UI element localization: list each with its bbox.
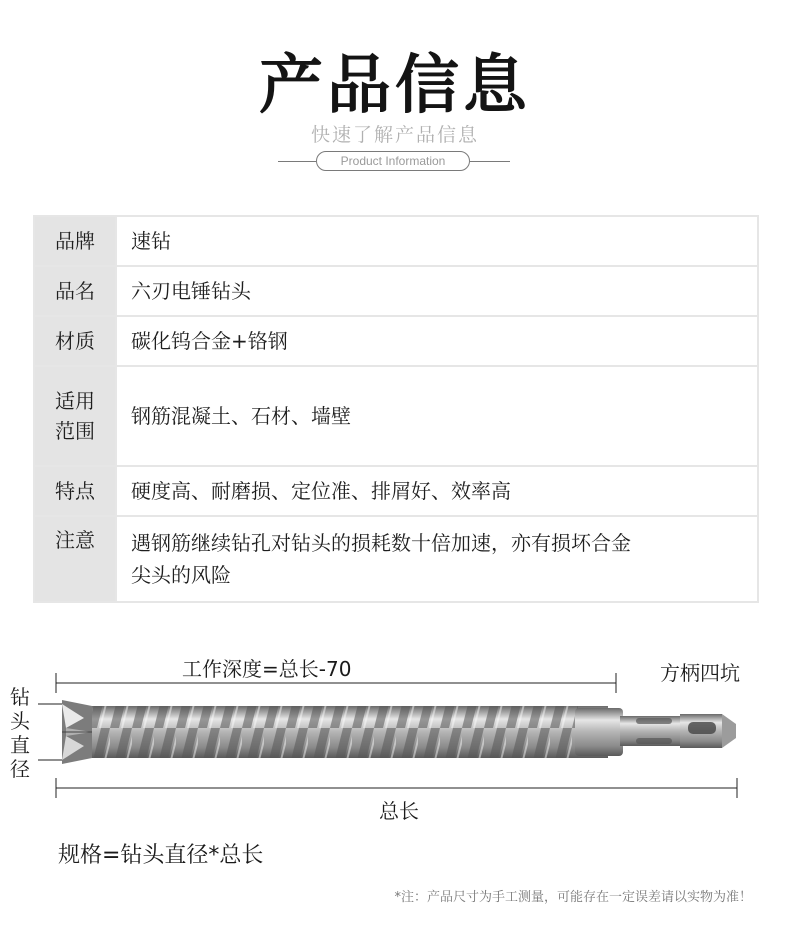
section-pill: Product Information: [316, 151, 470, 171]
row-value: 速钻: [116, 216, 758, 266]
row-key: 特点: [34, 466, 116, 516]
page-subtitle: 快速了解产品信息: [310, 124, 479, 146]
spec-formula: 规格=钻头直径*总长: [58, 843, 264, 868]
row-value-line: 尖头的风险: [131, 563, 231, 587]
row-key-line: 范围: [55, 419, 95, 443]
page-title: 产品信息: [259, 49, 531, 123]
diameter-char: 直: [10, 733, 30, 757]
diameter-char: 径: [10, 757, 30, 781]
shank-label: 方柄四坑: [660, 661, 740, 685]
row-key: 注意: [34, 516, 116, 602]
row-key-line: 适用: [55, 389, 95, 413]
row-key: 品牌: [34, 216, 116, 266]
working-depth-label: 工作深度=总长-70: [182, 657, 352, 681]
diameter-label: [10, 685, 30, 781]
total-length-label: 总长: [379, 799, 419, 823]
row-value: 六刃电锤钻头: [116, 266, 758, 316]
row-key: 材质: [34, 316, 116, 366]
diameter-char: 钻: [10, 685, 30, 709]
row-value: 硬度高、耐磨损、定位准、排屑好、效率高: [116, 466, 758, 516]
row-key: 品名: [34, 266, 116, 316]
footnote: *注：产品尺寸为手工测量，可能存在一定误差请以实物为准！: [394, 890, 752, 905]
row-value-line: 遇钢筋继续钻孔对钻头的损耗数十倍加速，亦有损坏合金: [131, 531, 631, 555]
row-value: 碳化钨合金+铬钢: [116, 316, 758, 366]
drill-bit-icon: [62, 700, 736, 764]
diameter-char: 头: [10, 709, 30, 733]
row-value: 钢筋混凝土、石材、墙壁: [116, 366, 758, 466]
